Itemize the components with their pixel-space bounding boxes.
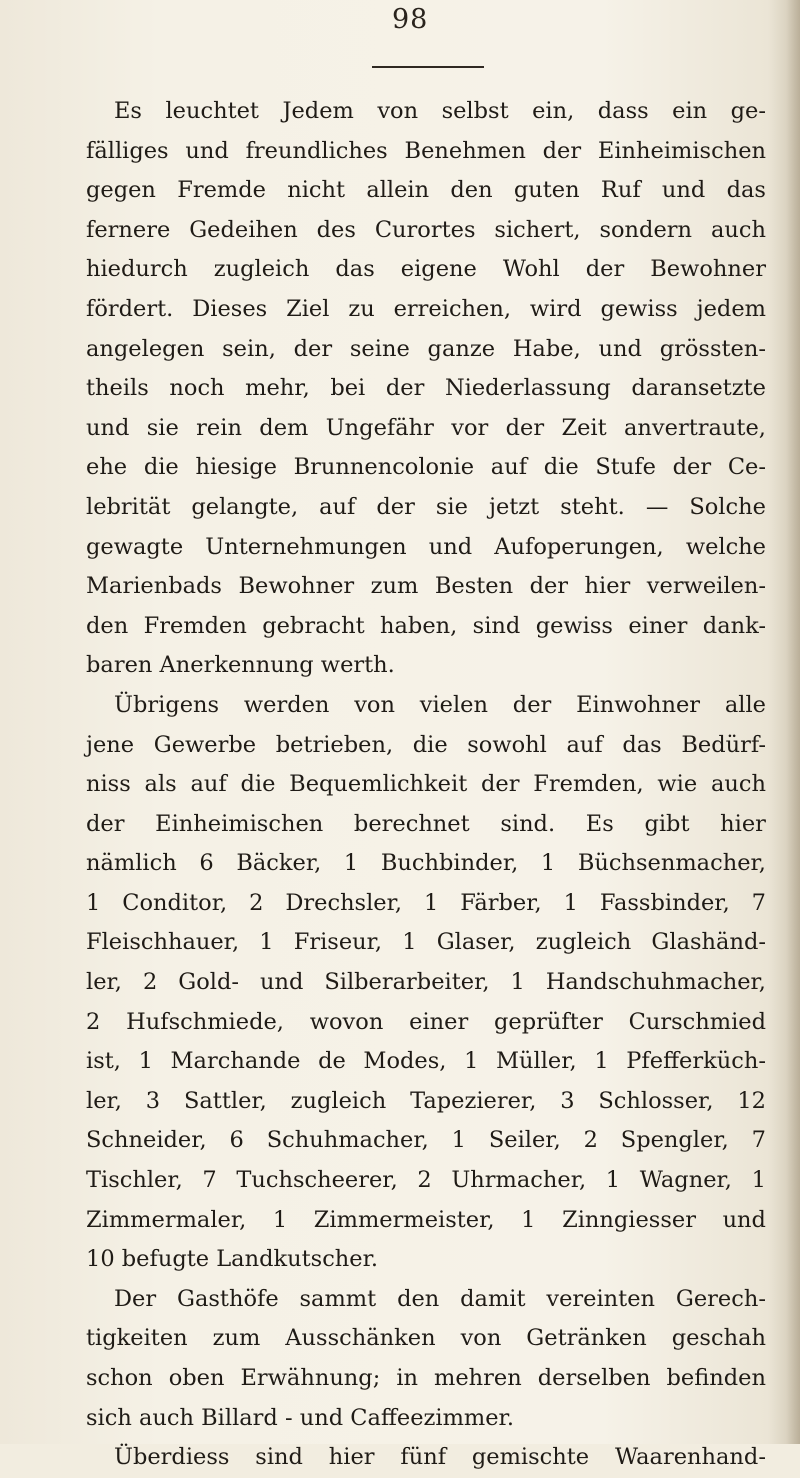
text-line: ist, 1 Marchande de Modes, 1 Müller, 1 Pfefferküch- bbox=[86, 1048, 766, 1075]
text-line: 10 befugte Landkutscher. bbox=[86, 1246, 379, 1273]
text-line: und sie rein dem Ungefähr vor der Zeit anvertraute, bbox=[86, 414, 766, 441]
text-line: Übrigens werden von vielen der Einwohner alle bbox=[114, 691, 766, 718]
text-line: angelegen sein, der seine ganze Habe, und grössten- bbox=[86, 335, 766, 362]
text-line: fernere Gedeihen des Curortes sichert, sondern auch bbox=[86, 216, 766, 243]
text-line: fördert. Dieses Ziel zu erreichen, wird gewiss jedem bbox=[86, 295, 766, 322]
body-text bbox=[86, 92, 766, 1478]
text-line: nämlich 6 Bäcker, 1 Buchbinder, 1 Büchsenmacher, bbox=[86, 850, 766, 877]
text-line: ler, 2 Gold- und Silberarbeiter, 1 Handschuhmacher, bbox=[86, 969, 766, 996]
text-line: Fleischhauer, 1 Friseur, 1 Glaser, zugleich Glashänd- bbox=[86, 929, 766, 956]
text-line: baren Anerkennung werth. bbox=[86, 652, 395, 679]
text-line: fälliges und freundliches Benehmen der Einheimischen bbox=[86, 137, 766, 164]
text-line: der Einheimischen berechnet sind. Es gibt hier bbox=[86, 810, 766, 837]
text-line: gegen Fremde nicht allein den guten Ruf und das bbox=[86, 177, 766, 204]
text-line: ehe die hiesige Brunnencolonie auf die Stufe der Ce- bbox=[86, 454, 766, 481]
text-line: Es leuchtet Jedem von selbst ein, dass ein ge- bbox=[114, 98, 766, 124]
page-number: 98 bbox=[392, 4, 429, 35]
text-line: lebrität gelangte, auf der sie jetzt steht. — Solche bbox=[86, 493, 766, 520]
text-line: theils noch mehr, bei der Niederlassung daransetzte bbox=[86, 375, 766, 402]
text-line: Marienbads Bewohner zum Besten der hier verweilen- bbox=[86, 573, 766, 600]
text-line: Der Gasthöfe sammt den damit vereinten Gerech- bbox=[114, 1285, 766, 1312]
text-line: ler, 3 Sattler, zugleich Tapezierer, 3 Schlosser, 12 bbox=[86, 1087, 766, 1114]
page-edge-shadow bbox=[786, 0, 800, 1444]
text-line: hiedurch zugleich das eigene Wohl der Bewohner bbox=[86, 256, 766, 283]
text-line: jene Gewerbe betrieben, die sowohl auf das Bedürf- bbox=[86, 731, 766, 758]
text-line: Tischler, 7 Tuchscheerer, 2 Uhrmacher, 1 Wagner, 1 bbox=[86, 1167, 766, 1194]
text-line: niss als auf die Bequemlichkeit der Fremden, wie auch bbox=[86, 771, 766, 798]
text-line: tigkeiten zum Ausschänken von Getränken geschah bbox=[86, 1325, 766, 1352]
header-rule bbox=[372, 66, 484, 68]
text-line: Überdiess sind hier fünf gemischte Waarenhand- bbox=[114, 1444, 766, 1471]
text-line: gewagte Unternehmungen und Aufoperungen, welche bbox=[86, 533, 766, 560]
text-line: 1 Conditor, 2 Drechsler, 1 Färber, 1 Fassbinder, 7 bbox=[86, 889, 766, 916]
text-line: den Fremden gebracht haben, sind gewiss einer dank- bbox=[86, 612, 766, 639]
text-line: schon oben Erwähnung; in mehren derselben befinden bbox=[86, 1365, 766, 1391]
text-line: Zimmermaler, 1 Zimmermeister, 1 Zinngiesser und bbox=[86, 1206, 766, 1233]
text-line: 2 Hufschmiede, wovon einer geprüfter Curschmied bbox=[86, 1008, 766, 1035]
text-line: sich auch Billard - und Caffeezimmer. bbox=[86, 1404, 514, 1431]
text-line: Schneider, 6 Schuhmacher, 1 Seiler, 2 Spengler, 7 bbox=[86, 1127, 766, 1154]
